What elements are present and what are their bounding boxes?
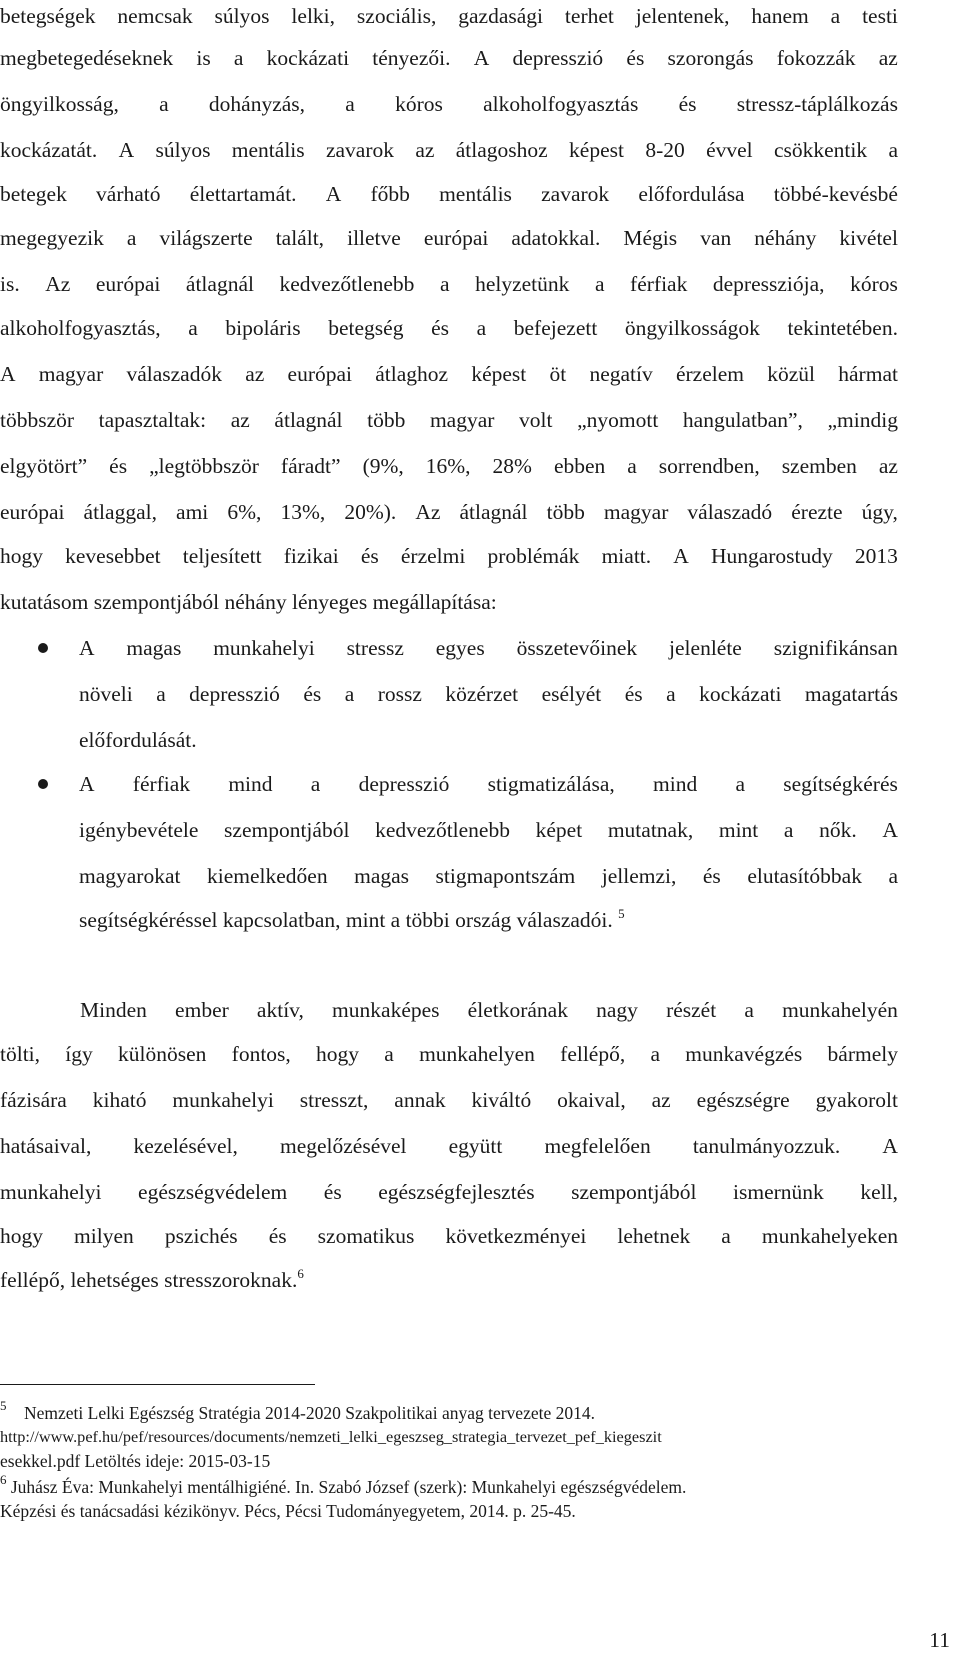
- footnote-reference: 5: [618, 906, 625, 921]
- text-line: megegyezik a világszerte talált, illetve európai adatokkal. Mégis van néhány kivétel: [0, 226, 898, 250]
- text-line: $^6$ Juhász Éva: Munkahelyi mentálhigiéné. In. Szabó József (szerk): Munkahelyi egészségvédelem.: [0, 1472, 687, 1497]
- text-line: hogy milyen pszichés és szomatikus következményei lehetnek a munkahelyeken: [0, 1224, 898, 1248]
- footnote-number: 5: [0, 1398, 7, 1413]
- bullet-dot-icon: [38, 779, 48, 789]
- text-line: alkoholfogyasztás, a bipoláris betegség és a befejezett öngyilkosságok tekintetében.: [0, 316, 898, 340]
- footnote-separator: [0, 1384, 315, 1385]
- text-line: növeli a depresszió és a rossz közérzet esélyét és a kockázati magatartás: [79, 682, 898, 706]
- text-line: is. Az európai átlagnál kedvezőtlenebb a helyzetünk a férfiak depressziója, kóros: [0, 272, 898, 296]
- text-line: A magas munkahelyi stressz egyes összetevőinek jelenléte szignifikánsan: [79, 636, 898, 660]
- bullet-dot-icon: [38, 643, 48, 653]
- text-line: európai átlaggal, ami 6%, 13%, 20%). Az átlagnál több magyar válaszadó érezte úgy,: [0, 500, 898, 524]
- text-line: hatásaival, kezelésével, megelőzésével együtt megfelelően tanulmányozzuk. A: [0, 1134, 898, 1158]
- text-line: kutatásom szempontjából néhány lényeges megállapítása:: [0, 590, 497, 614]
- text-line: többször tapasztaltak: az átlagnál több magyar volt „nyomott hangulatban”, „mindig: [0, 408, 898, 432]
- text-line: előfordulását.: [79, 728, 197, 752]
- text-line: öngyilkosság, a dohányzás, a kóros alkoholfogyasztás és stressz-táplálkozás: [0, 92, 898, 116]
- text-line: munkahelyi egészségvédelem és egészségfejlesztés szempontjából ismernünk kell,: [0, 1180, 898, 1204]
- text-line: elgyötört” és „legtöbbször fáradt” (9%, 16%, 28% ebben a sorrendben, szemben az: [0, 454, 898, 478]
- text-line: A magyar válaszadók az európai átlaghoz képest öt negatív érzelem közül hármat: [0, 362, 898, 386]
- text-line: betegségek nemcsak súlyos lelki, szociális, gazdasági terhet jelentenek, hanem a testi: [0, 4, 898, 28]
- text-line: fázisára kiható munkahelyi stresszt, annak kiváltó okaival, az egészségre gyakorolt: [0, 1088, 898, 1112]
- text-line: magyarokat kiemelkedően magas stigmapontszám jellemzi, és elutasítóbbak a: [79, 864, 898, 888]
- text-line: esekkel.pdf Letöltés ideje: 2015-03-15: [0, 1451, 271, 1471]
- text-line: igénybevétele szempontjából kedvezőtlenebb képet mutatnak, mint a nők. A: [79, 818, 898, 842]
- text-line: $^5$ Nemzeti Lelki Egészség Stratégia 2014-2020 Szakpolitikai anyag tervezete 2014.: [0, 1398, 595, 1423]
- text-line: kockázatát. A súlyos mentális zavarok az átlagoshoz képest 8-20 évvel csökkentik a: [0, 138, 898, 162]
- text-line: Képzési és tanácsadási kézikönyv. Pécs, Pécsi Tudományegyetem, 2014. p. 25-45.: [0, 1501, 576, 1521]
- footnote-reference: 6: [297, 1266, 304, 1281]
- text-line: Minden ember aktív, munkaképes életkorának nagy részét a munkahelyén: [80, 998, 898, 1022]
- text-line: megbetegedéseknek is a kockázati tényezői. A depresszió és szorongás fokozzák az: [0, 46, 898, 70]
- text-line: betegek várható élettartamát. A főbb mentális zavarok előfordulása többé-kevésbé: [0, 182, 898, 206]
- footnote-url: http://www.pef.hu/pef/resources/documents/nemzeti_lelki_egeszseg_strategia_tervezet_pef_kiegeszit: [0, 1427, 662, 1446]
- text-line: fellépő, lehetséges stresszoroknak.$^6$: [0, 1266, 304, 1292]
- text-line: A férfiak mind a depresszió stigmatizálása, mind a segítségkérés: [79, 772, 898, 796]
- text-line: tölti, így különösen fontos, hogy a munkahelyen fellépő, a munkavégzés bármely: [0, 1042, 898, 1066]
- text-line: segítségkéréssel kapcsolatban, mint a többi ország válaszadói. $^5$: [79, 906, 625, 932]
- text-line: hogy kevesebbet teljesített fizikai és érzelmi problémák miatt. A Hungarostudy 2013: [0, 544, 898, 568]
- page-number: 11: [929, 1628, 950, 1652]
- footnote-number: 6: [0, 1472, 7, 1487]
